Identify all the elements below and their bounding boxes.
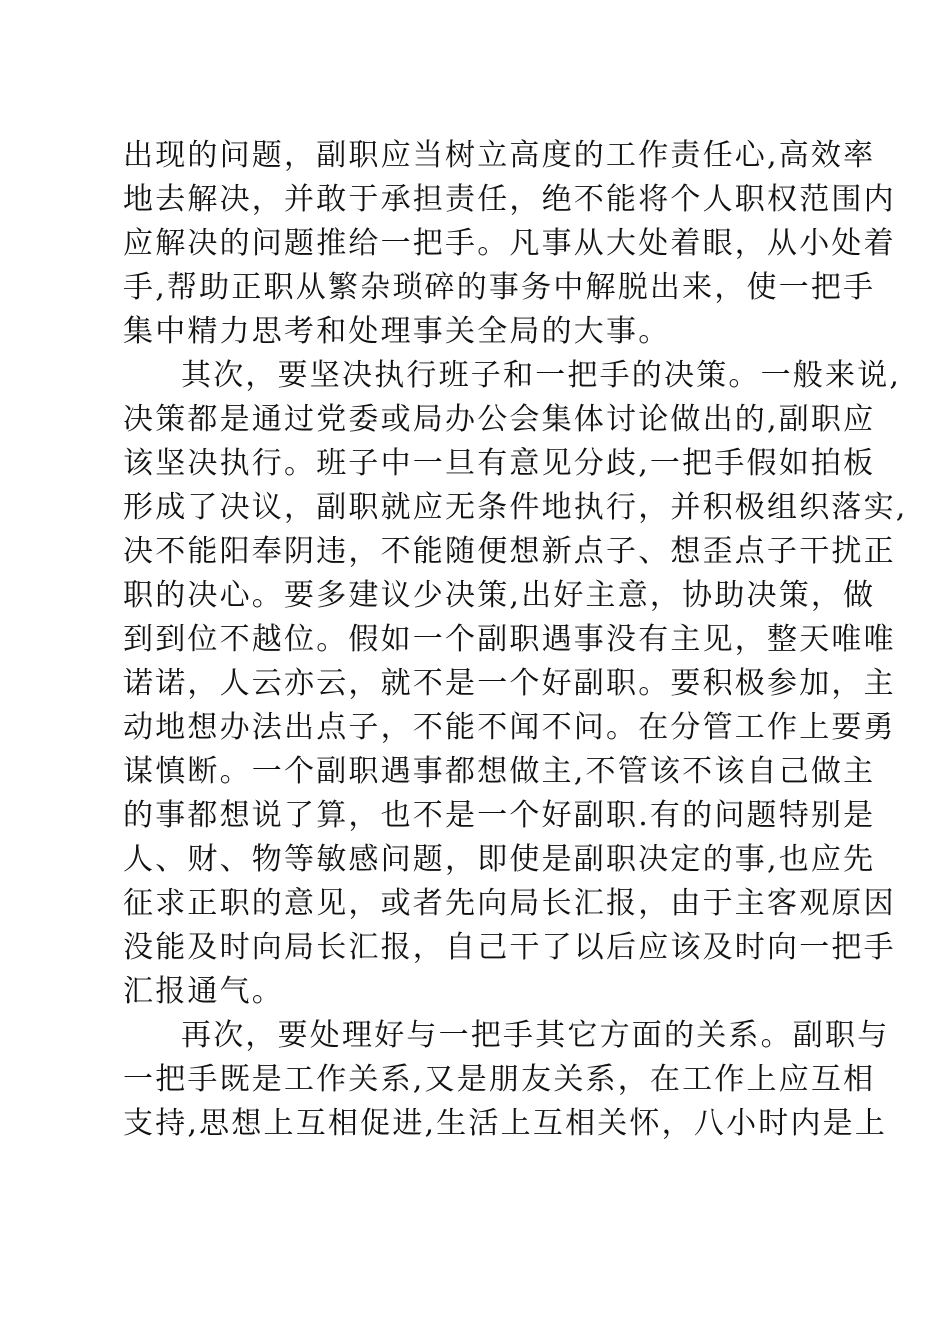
text-line: 应解决的问题推给一把手。凡事从大处着眼，从小处着 xyxy=(123,226,896,261)
paragraph-start-line: 再次，要处理好与一把手其它方面的关系。副职与 xyxy=(181,1018,890,1053)
text-line: 该坚决执行。班子中一旦有意见分歧,一把手假如拍板 xyxy=(123,446,876,481)
paragraph-start-line: 其次，要坚决执行班子和一把手的决策。一般来说, xyxy=(181,358,902,393)
text-line: 手,帮助正职从繁杂琐碎的事务中解脱出来，使一把手 xyxy=(123,270,876,305)
body-text xyxy=(123,134,908,1146)
text-line: 地去解决，并敢于承担责任，绝不能将个人职权范围内 xyxy=(123,182,896,217)
text-line: 集中精力思考和处理事关全局的大事。 xyxy=(123,314,671,349)
text-line: 职的决心。要多建议少决策,出好主意，协助决策，做 xyxy=(123,578,876,613)
text-line: 谋慎断。一个副职遇事都想做主,不管该不该自己做主 xyxy=(123,754,876,789)
text-line: 支持,思想上互相促进,生活上互相关怀，八小时内是上 xyxy=(123,1106,888,1141)
text-line: 到到位不越位。假如一个副职遇事没有主见，整天唯唯 xyxy=(123,622,896,657)
text-line: 征求正职的意见，或者先向局长汇报，由于主客观原因 xyxy=(123,886,896,921)
text-line: 一把手既是工作关系,又是朋友关系，在工作上应互相 xyxy=(123,1062,876,1097)
text-line: 诺诺，人云亦云，就不是一个好副职。要积极参加，主 xyxy=(123,666,896,701)
text-line: 决策都是通过党委或局办公会集体讨论做出的,副职应 xyxy=(123,402,876,437)
text-line: 决不能阳奉阴违，不能随便想新点子、想歪点子干扰正 xyxy=(123,534,896,569)
text-line: 出现的问题，副职应当树立高度的工作责任心,高效率 xyxy=(123,138,876,173)
text-line: 没能及时向局长汇报，自己干了以后应该及时向一把手 xyxy=(123,930,896,965)
text-line: 汇报通气。 xyxy=(123,974,284,1009)
text-line: 人、财、物等敏感问题，即使是副职决定的事,也应先 xyxy=(123,842,876,877)
text-line: 动地想办法出点子，不能不闻不问。在分管工作上要勇 xyxy=(123,710,896,745)
text-line: 的事都想说了算，也不是一个好副职.有的问题特别是 xyxy=(123,798,876,833)
text-line: 形成了决议，副职就应无条件地执行，并积极组织落实, xyxy=(123,490,908,525)
